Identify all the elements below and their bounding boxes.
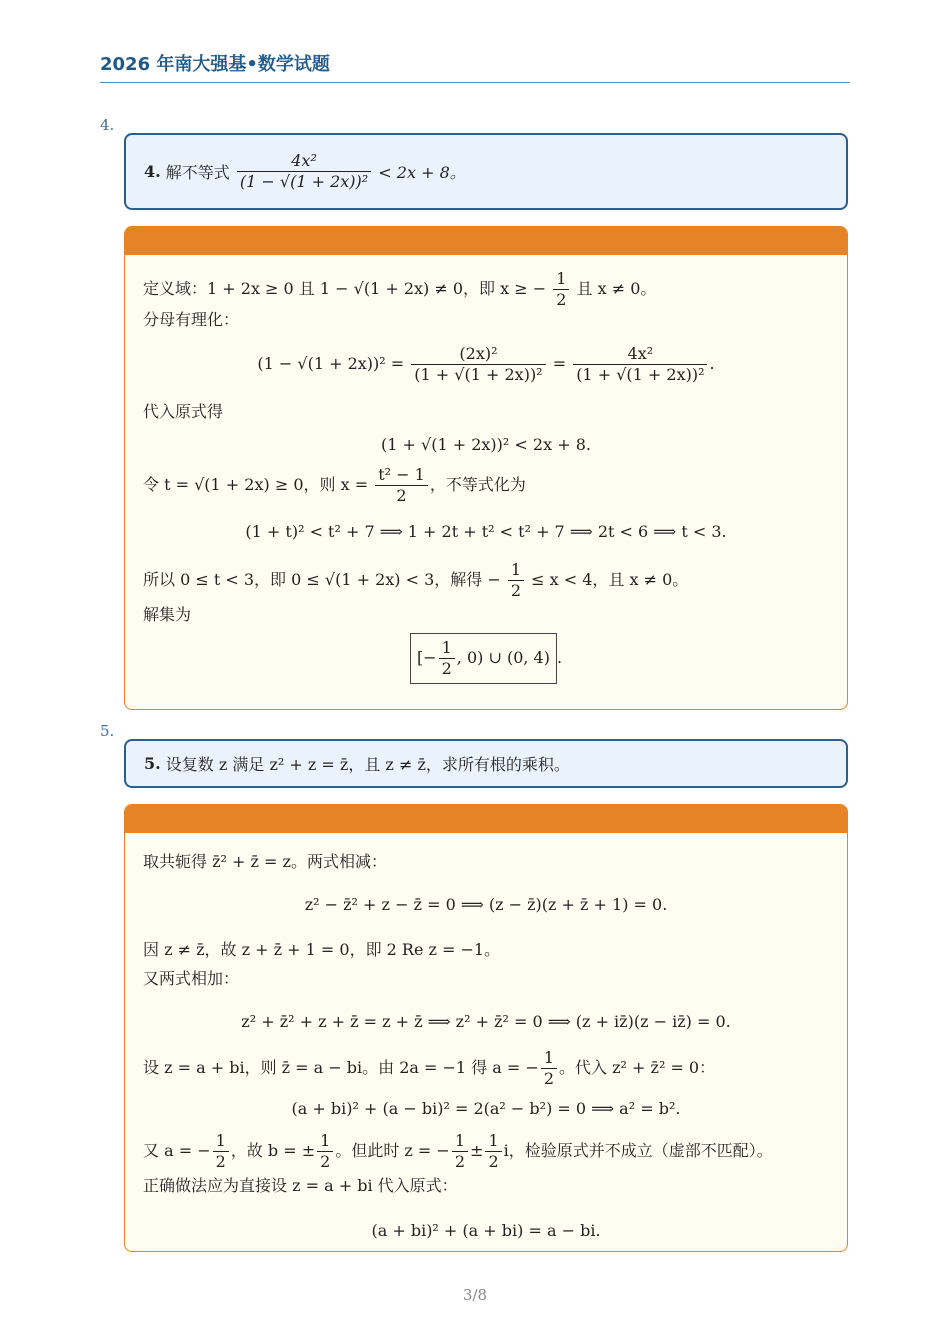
question-4-box [124,133,848,210]
question-4-label: 4. [144,162,161,181]
solution-4-line-4-tail: ，不等式化为 [429,475,526,494]
frac-den: 2 [556,290,567,309]
frac-num: 1 [508,560,524,581]
solution-5-line-4-text: 设 z = a + bi，则 z̄ = a − bi。由 2a = −1 得 a = − [143,1058,539,1077]
display-1-left: (1 − √(1 + 2x))² = [257,354,405,373]
line-5-mid-1: ，故 b = ± [230,1141,316,1160]
answer-tail: , 0) ∪ (0, 4) [456,648,550,667]
solution-4-line-3: 代入原式得 [143,402,224,421]
question-5-label: 5. [144,754,161,773]
solution-4-line-4 [143,465,829,505]
solution-4-line-4-text: 令 t = √(1 + 2x) ≥ 0，则 x = [143,475,369,494]
frac-den: 2 [510,581,522,600]
answer-pre: [− [416,648,437,667]
solution-5-body [125,833,847,1252]
frac-num: t² − 1 [375,465,428,486]
frac-num: 1 [553,269,569,290]
solution-4-display-2: (1 + √(1 + 2x))² < 2x + 8. [381,435,591,454]
solution-5-bar [125,805,847,833]
solution-4-line-4-frac [375,465,428,506]
solution-5-line-1: 取共轭得 z̄² + z̄ = z。两式相减： [143,852,387,871]
display-1-frac-1 [411,344,545,385]
frac-num: 1 [452,1131,468,1152]
solution-5-box [124,804,848,1252]
frac-num: 1 [317,1131,333,1152]
solution-4-line-5-tail: ≤ x < 4，且 x ≠ 0。 [531,570,689,589]
solution-4-line-6: 解集为 [143,605,192,624]
frac-num: 1 [439,638,455,659]
solution-5-display-4: (a + bi)² + (a + bi) = a − bi. [371,1221,601,1240]
line-5-frac-1 [213,1131,229,1172]
header-rule [100,82,850,83]
question-5-number: 5. [100,722,115,740]
line-5-frac-2 [317,1131,333,1172]
solution-5-display-2: z² + z̄² + z + z̄ = z + z̄ ⟹ z² + z̄² = 0 ⟹ (z + iz̄)(z − iz̄) = 0. [241,1012,731,1031]
question-4-frac-num: 4x² [237,151,371,172]
frac-den: 2 [488,1152,499,1171]
frac-den: (1 + √(1 + 2x))² [414,365,543,384]
solution-4-display-3: (1 + t)² < t² + 7 ⟹ 1 + 2t + t² < t² + 7 ⟹ 2t < 6 ⟹ t < 3. [245,522,727,541]
solution-4-line-1-text: 定义域：1 + 2x ≥ 0 且 1 − √(1 + 2x) ≠ 0，即 x ≥ − [143,279,547,298]
solution-4-line-5-text: 所以 0 ≤ t < 3，即 0 ≤ √(1 + 2x) < 3，解得 − [143,570,501,589]
question-5-box [124,739,848,788]
line-5-frac-4 [485,1131,501,1172]
solution-4-bar [125,227,847,255]
frac-den: (1 + √(1 + 2x))² [576,365,705,384]
solution-4-line-2: 分母有理化： [143,310,240,329]
solution-5-display-1: z² − z̄² + z − z̄ = 0 ⟹ (z − z̄)(z + z̄ + 1) = 0. [304,895,668,914]
solution-5-line-4-tail: 。代入 z² + z̄² = 0： [559,1058,716,1077]
question-4-frac-den: (1 − √(1 + 2x))² [239,172,369,191]
solution-4-display-1 [143,344,829,385]
answer-box [410,633,557,684]
question-4-tail: < 2x + 8。 [378,163,466,182]
frac-num: 1 [485,1131,501,1152]
question-5-prompt: 设复数 z 满足 z² + z = z̄，且 z ≠ z̄，求所有根的乘积。 [165,755,570,774]
question-4-number: 4. [100,116,115,134]
display-1-end: . [709,354,715,373]
frac-den: 2 [320,1152,331,1171]
answer-frac [439,638,455,679]
header-title: 2026 年南大强基•数学试题 [100,54,330,75]
solution-5-line-3: 又两式相加： [143,969,240,988]
frac-den: 2 [454,1152,466,1171]
solution-5-line-4 [143,1048,829,1088]
frac-den: 2 [543,1069,554,1088]
frac-num: 1 [213,1131,229,1152]
solution-4-line-1-frac [553,269,569,310]
solution-4-box [124,226,848,710]
solution-5-line-4-frac [541,1048,557,1089]
solution-4-body [125,255,847,696]
frac-den: 2 [215,1152,226,1171]
frac-den: 2 [396,486,407,505]
line-5-pre: 又 a = − [143,1141,211,1160]
solution-5-line-2: 因 z ≠ z̄，故 z + z̄ + 1 = 0，即 2 Re z = −1。 [143,940,501,959]
line-5-tail: i，检验原式并不成立（虚部不匹配）。 [503,1141,773,1160]
question-4-prompt-text: 解不等式 [165,163,230,182]
line-5-mid-2: 。但此时 z = − [335,1141,450,1160]
frac-den: 2 [441,659,452,678]
question-4-fraction [237,151,371,192]
display-1-eq: = [552,354,567,373]
answer-end: . [556,648,563,667]
solution-4-line-1 [143,269,829,309]
page-number: 3/8 [462,1286,488,1304]
solution-4-answer [143,633,829,684]
solution-4-line-5 [143,560,829,600]
display-1-frac-2 [573,344,707,385]
frac-num: 1 [541,1048,557,1069]
solution-5-display-3: (a + bi)² + (a − bi)² = 2(a² − b²) = 0 ⟹ a² = b². [291,1099,681,1118]
solution-4-line-5-frac [508,560,524,601]
page-header [100,50,850,83]
solution-5-line-6: 正确做法应为直接设 z = a + bi 代入原式： [143,1176,458,1195]
frac-num: (2x)² [411,344,545,365]
solution-5-line-5 [143,1131,829,1171]
line-5-frac-3 [452,1131,468,1172]
solution-4-line-1-tail: 且 x ≠ 0。 [576,279,657,298]
frac-num: 4x² [573,344,707,365]
line-5-mid-3: ± [470,1141,484,1160]
